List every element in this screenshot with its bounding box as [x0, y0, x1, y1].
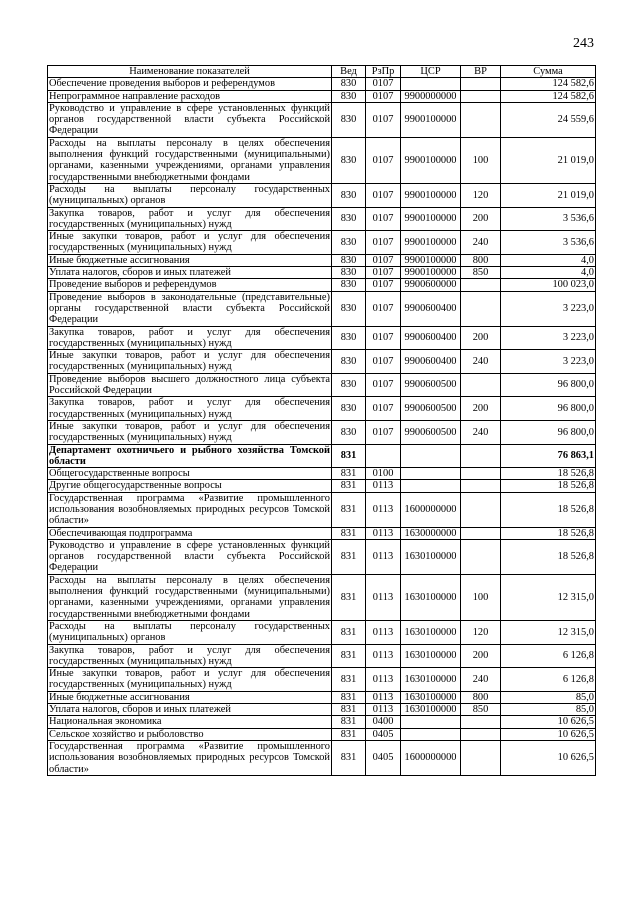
- cell-name: Иные закупки товаров, работ и услуг для обеспечения государственных (муниципальных) нужд: [49, 350, 330, 373]
- cell-ved: 830: [332, 350, 366, 374]
- cell-rzpr: 0107: [366, 373, 401, 397]
- cell-name: Обеспечение проведения выборов и референдумов: [48, 78, 332, 90]
- cell-csr: 1630100000: [401, 539, 461, 574]
- cell-sum: 18 526,8: [501, 539, 596, 574]
- cell-csr: 9900100000: [401, 137, 461, 183]
- cell-csr: 9900600500: [401, 420, 461, 444]
- cell-rzpr: [366, 444, 401, 468]
- table-row: [48, 279, 596, 291]
- cell-ved: 830: [332, 137, 366, 183]
- cell-name: Руководство и управление в сфере установленных функций органов государственной власти субъекта Российской Федерации: [49, 102, 330, 137]
- table-row: [48, 668, 596, 692]
- cell-vr: 100: [461, 137, 501, 183]
- cell-vr: 200: [461, 397, 501, 421]
- cell-vr: [461, 480, 501, 492]
- cell-rzpr: 0107: [366, 231, 401, 255]
- cell-name: Непрограммное направление расходов: [48, 90, 332, 102]
- cell-vr: 850: [461, 267, 501, 279]
- cell-rzpr: 0113: [366, 620, 401, 644]
- cell-vr: [461, 740, 501, 775]
- cell-ved: 830: [332, 267, 366, 279]
- cell-ved: 831: [332, 492, 366, 527]
- cell-name: Иные закупки товаров, работ и услуг для обеспечения государственных (муниципальных) нужд: [49, 231, 330, 254]
- budget-table: [47, 65, 596, 776]
- cell-csr: 9900100000: [401, 254, 461, 266]
- table-row: [48, 728, 596, 740]
- cell-sum: 21 019,0: [501, 137, 596, 183]
- cell-vr: [461, 468, 501, 480]
- cell-vr: [461, 716, 501, 728]
- cell-vr: 200: [461, 644, 501, 668]
- cell-name: Закупка товаров, работ и услуг для обеспечения государственных (муниципальных) нужд: [49, 326, 330, 349]
- header-vr: ВР: [461, 66, 501, 78]
- cell-vr: 200: [461, 326, 501, 350]
- cell-name: Расходы на выплаты персоналу в целях обеспечения выполнения функций государственными (муниципальными) органами, казенными учреждениями, органами управления государственными внебюджетными фондами: [49, 137, 330, 183]
- cell-name: Общегосударственные вопросы: [48, 468, 332, 480]
- table-row: [48, 468, 596, 480]
- header-csr: ЦСР: [401, 66, 461, 78]
- cell-name: Иные бюджетные ассигнования: [48, 691, 332, 703]
- cell-vr: [461, 539, 501, 574]
- cell-rzpr: 0113: [366, 644, 401, 668]
- table-row: [48, 183, 596, 207]
- table-row: [48, 90, 596, 102]
- cell-rzpr: 0107: [366, 291, 401, 326]
- table-row: [48, 137, 596, 183]
- cell-name: Иные закупки товаров, работ и услуг для обеспечения государственных (муниципальных) нужд: [49, 420, 330, 444]
- cell-ved: 830: [332, 102, 366, 137]
- cell-csr: 1630000000: [401, 527, 461, 539]
- cell-rzpr: 0405: [366, 740, 401, 775]
- cell-rzpr: 0107: [366, 279, 401, 291]
- cell-name: Расходы на выплаты персоналу государственных (муниципальных) органов: [49, 620, 330, 644]
- cell-sum: 3 223,0: [501, 291, 596, 326]
- cell-ved: 831: [332, 691, 366, 703]
- cell-rzpr: 0107: [366, 350, 401, 374]
- cell-sum: 100 023,0: [501, 279, 596, 291]
- table-row: [48, 102, 596, 137]
- cell-rzpr: 0107: [366, 102, 401, 137]
- cell-csr: 1600000000: [401, 740, 461, 775]
- cell-csr: 1630100000: [401, 668, 461, 692]
- table-row: [48, 350, 596, 374]
- cell-ved: 830: [332, 231, 366, 255]
- cell-vr: 200: [461, 207, 501, 231]
- cell-csr: 9900600400: [401, 326, 461, 350]
- cell-ved: 830: [332, 279, 366, 291]
- table-row: [48, 78, 596, 90]
- cell-sum: 4,0: [501, 254, 596, 266]
- cell-name: Другие общегосударственные вопросы: [48, 480, 332, 492]
- cell-vr: [461, 728, 501, 740]
- cell-sum: 18 526,8: [501, 492, 596, 527]
- cell-csr: 9900000000: [401, 90, 461, 102]
- cell-name: Закупка товаров, работ и услуг для обеспечения государственных (муниципальных) нужд: [49, 644, 330, 667]
- cell-sum: 12 315,0: [501, 620, 596, 644]
- cell-csr: 9900100000: [401, 231, 461, 255]
- cell-csr: 1630100000: [401, 704, 461, 716]
- table-row: [48, 231, 596, 255]
- cell-name: Уплата налогов, сборов и иных платежей: [48, 267, 332, 279]
- cell-csr: 9900100000: [401, 207, 461, 231]
- header-rzpr: РзПр: [366, 66, 401, 78]
- cell-vr: [461, 527, 501, 539]
- cell-name: Закупка товаров, работ и услуг для обеспечения государственных (муниципальных) нужд: [49, 207, 330, 230]
- cell-rzpr: 0107: [366, 267, 401, 279]
- cell-sum: 4,0: [501, 267, 596, 279]
- cell-name: Расходы на выплаты персоналу государственных (муниципальных) органов: [49, 183, 330, 207]
- cell-ved: 831: [332, 468, 366, 480]
- cell-name: Расходы на выплаты персоналу в целях обеспечения выполнения функций государственными (муниципальными) органами, казенными учреждениями, органами управления государственными внебюджетными фондами: [49, 574, 330, 620]
- cell-sum: 12 315,0: [501, 574, 596, 620]
- cell-ved: 830: [332, 397, 366, 421]
- cell-rzpr: 0405: [366, 728, 401, 740]
- table-row: [48, 444, 596, 468]
- cell-rzpr: 0400: [366, 716, 401, 728]
- cell-name: Иные закупки товаров, работ и услуг для обеспечения государственных (муниципальных) нужд: [49, 668, 330, 691]
- cell-csr: 9900600500: [401, 397, 461, 421]
- cell-name: Департамент охотничьего и рыбного хозяйства Томской области: [49, 444, 330, 467]
- table-row: [48, 740, 596, 775]
- cell-sum: 96 800,0: [501, 373, 596, 397]
- cell-ved: 831: [332, 644, 366, 668]
- cell-ved: 831: [332, 668, 366, 692]
- cell-ved: 831: [332, 620, 366, 644]
- cell-rzpr: 0113: [366, 704, 401, 716]
- cell-name: Государственная программа «Развитие промышленного использования возобновляемых природных ресурсов Томской области»: [49, 492, 330, 527]
- cell-ved: 831: [332, 480, 366, 492]
- cell-ved: 831: [332, 704, 366, 716]
- cell-vr: [461, 279, 501, 291]
- cell-csr: 9900600400: [401, 350, 461, 374]
- cell-vr: 800: [461, 254, 501, 266]
- cell-rzpr: 0107: [366, 207, 401, 231]
- cell-sum: 124 582,6: [501, 78, 596, 90]
- cell-ved: 831: [332, 716, 366, 728]
- cell-ved: 831: [332, 444, 366, 468]
- cell-name: Руководство и управление в сфере установленных функций органов государственной власти субъекта Российской Федерации: [49, 539, 330, 574]
- cell-name: Государственная программа «Развитие промышленного использования возобновляемых природных ресурсов Томской области»: [49, 740, 330, 775]
- table-row: [48, 373, 596, 397]
- cell-sum: 24 559,6: [501, 102, 596, 137]
- cell-vr: [461, 492, 501, 527]
- cell-sum: 18 526,8: [501, 527, 596, 539]
- cell-name: Уплата налогов, сборов и иных платежей: [48, 704, 332, 716]
- table-row: [48, 326, 596, 350]
- cell-name: Национальная экономика: [48, 716, 332, 728]
- cell-rzpr: 0113: [366, 668, 401, 692]
- table-row: [48, 716, 596, 728]
- cell-rzpr: 0113: [366, 691, 401, 703]
- cell-vr: 240: [461, 420, 501, 444]
- cell-name: Сельское хозяйство и рыболовство: [48, 728, 332, 740]
- cell-vr: 120: [461, 620, 501, 644]
- cell-rzpr: 0107: [366, 183, 401, 207]
- cell-vr: [461, 102, 501, 137]
- cell-sum: 3 223,0: [501, 350, 596, 374]
- table-row: [48, 574, 596, 620]
- cell-csr: [401, 444, 461, 468]
- cell-vr: 240: [461, 350, 501, 374]
- cell-vr: [461, 90, 501, 102]
- cell-ved: 831: [332, 539, 366, 574]
- table-row: [48, 492, 596, 527]
- cell-csr: 9900100000: [401, 267, 461, 279]
- cell-sum: 21 019,0: [501, 183, 596, 207]
- cell-sum: 85,0: [501, 704, 596, 716]
- table-row: [48, 620, 596, 644]
- header-sum: Сумма: [501, 66, 596, 78]
- cell-rzpr: 0107: [366, 254, 401, 266]
- page-number: 243: [573, 36, 594, 51]
- cell-vr: [461, 78, 501, 90]
- cell-ved: 831: [332, 728, 366, 740]
- cell-csr: 1630100000: [401, 574, 461, 620]
- cell-rzpr: 0113: [366, 574, 401, 620]
- cell-sum: 18 526,8: [501, 480, 596, 492]
- cell-sum: 18 526,8: [501, 468, 596, 480]
- cell-ved: 830: [332, 326, 366, 350]
- cell-rzpr: 0107: [366, 420, 401, 444]
- cell-rzpr: 0107: [366, 326, 401, 350]
- cell-csr: 1600000000: [401, 492, 461, 527]
- cell-ved: 830: [332, 78, 366, 90]
- cell-name: Проведение выборов высшего должностного лица субъекта Российской Федерации: [49, 373, 330, 397]
- table-row: [48, 397, 596, 421]
- cell-rzpr: 0107: [366, 90, 401, 102]
- cell-rzpr: 0113: [366, 527, 401, 539]
- cell-csr: [401, 728, 461, 740]
- cell-name: Проведение выборов и референдумов: [48, 279, 332, 291]
- cell-sum: 10 626,5: [501, 728, 596, 740]
- cell-ved: 830: [332, 207, 366, 231]
- table-row: [48, 539, 596, 574]
- cell-csr: [401, 468, 461, 480]
- header-name: Наименование показателей: [48, 66, 332, 78]
- cell-name: Иные бюджетные ассигнования: [48, 254, 332, 266]
- cell-sum: 85,0: [501, 691, 596, 703]
- cell-sum: 3 536,6: [501, 207, 596, 231]
- cell-ved: 830: [332, 420, 366, 444]
- cell-sum: 76 863,1: [501, 444, 596, 468]
- cell-sum: 96 800,0: [501, 420, 596, 444]
- cell-ved: 830: [332, 373, 366, 397]
- cell-name: Обеспечивающая подпрограмма: [48, 527, 332, 539]
- cell-rzpr: 0107: [366, 397, 401, 421]
- cell-csr: 9900600400: [401, 291, 461, 326]
- cell-sum: 3 223,0: [501, 326, 596, 350]
- table-row: [48, 291, 596, 326]
- cell-ved: 831: [332, 740, 366, 775]
- cell-vr: [461, 444, 501, 468]
- cell-rzpr: 0113: [366, 480, 401, 492]
- cell-csr: 1630100000: [401, 644, 461, 668]
- cell-vr: 800: [461, 691, 501, 703]
- table-header-row: [48, 66, 596, 78]
- cell-csr: 1630100000: [401, 620, 461, 644]
- cell-vr: [461, 373, 501, 397]
- cell-csr: 9900600000: [401, 279, 461, 291]
- cell-ved: 830: [332, 183, 366, 207]
- cell-rzpr: 0107: [366, 137, 401, 183]
- cell-ved: 830: [332, 254, 366, 266]
- cell-sum: 96 800,0: [501, 397, 596, 421]
- cell-rzpr: 0113: [366, 492, 401, 527]
- cell-sum: 10 626,5: [501, 740, 596, 775]
- cell-csr: [401, 480, 461, 492]
- table-row: [48, 691, 596, 703]
- cell-ved: 831: [332, 527, 366, 539]
- table-row: [48, 254, 596, 266]
- cell-sum: 124 582,6: [501, 90, 596, 102]
- cell-name: Проведение выборов в законодательные (представительные) органы государственной власти субъекта Российской Федерации: [49, 291, 330, 326]
- cell-ved: 830: [332, 291, 366, 326]
- cell-csr: 9900100000: [401, 183, 461, 207]
- cell-rzpr: 0100: [366, 468, 401, 480]
- table-row: [48, 267, 596, 279]
- cell-vr: [461, 291, 501, 326]
- cell-vr: 120: [461, 183, 501, 207]
- table-row: [48, 207, 596, 231]
- cell-sum: 10 626,5: [501, 716, 596, 728]
- cell-csr: [401, 716, 461, 728]
- header-ved: Вед: [332, 66, 366, 78]
- cell-vr: 240: [461, 231, 501, 255]
- cell-vr: 850: [461, 704, 501, 716]
- table-row: [48, 420, 596, 444]
- cell-vr: 100: [461, 574, 501, 620]
- cell-sum: 3 536,6: [501, 231, 596, 255]
- cell-csr: 9900600500: [401, 373, 461, 397]
- table-row: [48, 704, 596, 716]
- cell-rzpr: 0107: [366, 78, 401, 90]
- cell-ved: 830: [332, 90, 366, 102]
- cell-csr: [401, 78, 461, 90]
- cell-csr: 1630100000: [401, 691, 461, 703]
- table-row: [48, 644, 596, 668]
- cell-vr: 240: [461, 668, 501, 692]
- table-row: [48, 527, 596, 539]
- table-row: [48, 480, 596, 492]
- cell-rzpr: 0113: [366, 539, 401, 574]
- cell-name: Закупка товаров, работ и услуг для обеспечения государственных (муниципальных) нужд: [49, 397, 330, 420]
- cell-csr: 9900100000: [401, 102, 461, 137]
- cell-ved: 831: [332, 574, 366, 620]
- cell-sum: 6 126,8: [501, 644, 596, 668]
- cell-sum: 6 126,8: [501, 668, 596, 692]
